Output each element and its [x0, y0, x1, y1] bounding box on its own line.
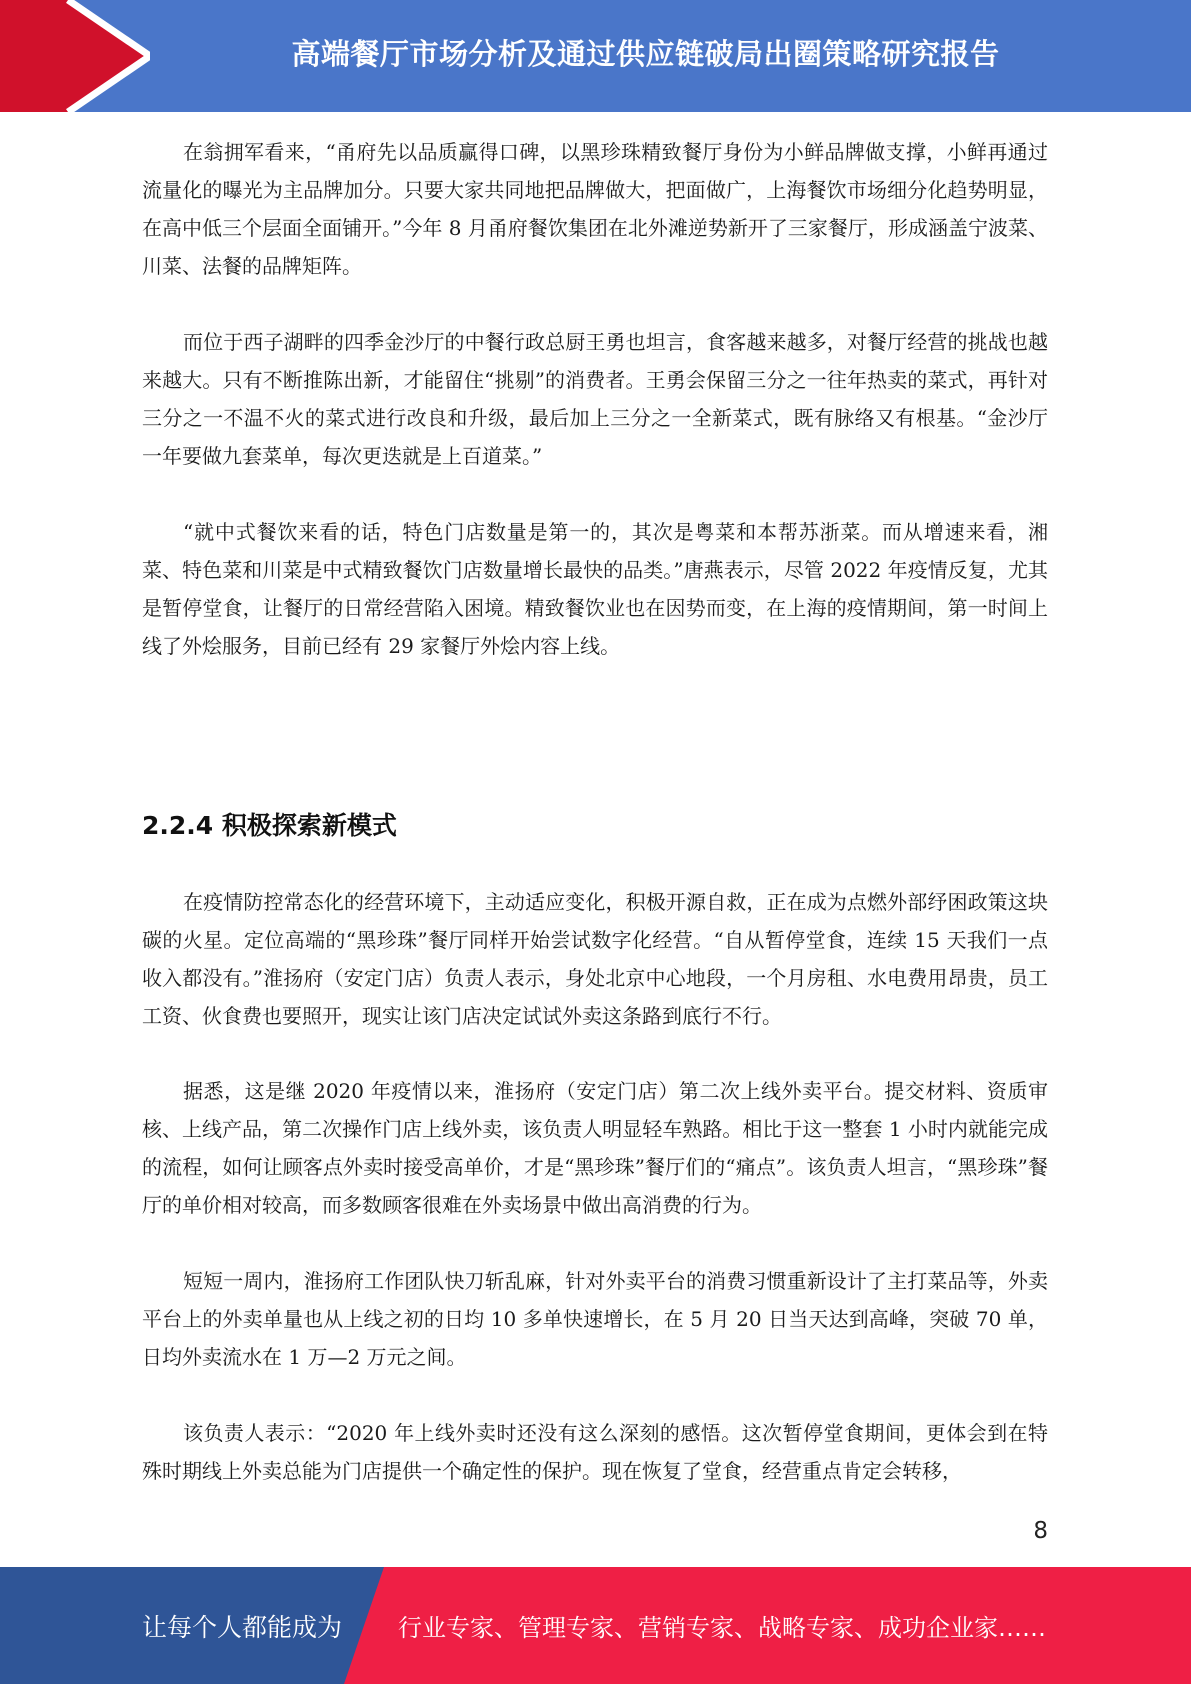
paragraph-5: 据悉，这是继 2020 年疫情以来，淮扬府（安定门店）第二次上线外卖平台。提交材料、资质审核、上线产品，第二次操作门店上线外卖，该负责人明显轻车熟路。相比于这一整套 1 小时内就能完成的流程，如何让顾客点外卖时接受高单价，才是“黑珍珠”餐厅们的“痛点”。该负责人坦言，“黑珍珠”餐厅的单价相对较高，而多数顾客很难在外卖场景中做出高消费的行为。	[142, 1079, 1048, 1217]
paragraph-7: 该负责人表示：“2020 年上线外卖时还没有这么深刻的感悟。这次暂停堂食期间，更体会到在特殊时期线上外卖总能为门店提供一个确定性的保护。现在恢复了堂食，经营重点肯定会转移，	[142, 1421, 1048, 1483]
header-red-chevron-icon	[0, 0, 150, 112]
footer-slogan-left: 让每个人都能成为	[142, 1612, 343, 1642]
paragraph-4: 在疫情防控常态化的经营环境下，主动适应变化，积极开源自救，正在成为点燃外部纾困政策这块碳的火星。定位高端的“黑珍珠”餐厅同样开始尝试数字化经营。“自从暂停堂食，连续 15 天我们一点收入都没有。”淮扬府（安定门店）负责人表示，身处北京中心地段，一个月房租、水电费用昂贵，员工工资、伙食费也要照开，现实让该门店决定试试外卖这条路到底行不行。	[142, 890, 1048, 1028]
paragraph-2: 而位于西子湖畔的四季金沙厅的中餐行政总厨王勇也坦言，食客越来越多，对餐厅经营的挑战也越来越大。只有不断推陈出新，才能留住“挑剔”的消费者。王勇会保留三分之一往年热卖的菜式，再针对三分之一不温不火的菜式进行改良和升级，最后加上三分之一全新菜式，既有脉络又有根基。“金沙厅一年要做九套菜单，每次更迭就是上百道菜。”	[142, 330, 1048, 468]
page-number: 8	[1033, 1518, 1048, 1544]
page-footer	[0, 1567, 1191, 1684]
page-header	[0, 0, 1191, 112]
paragraph-6: 短短一周内，淮扬府工作团队快刀斩乱麻，针对外卖平台的消费习惯重新设计了主打菜品等，外卖平台上的外卖单量也从上线之初的日均 10 多单快速增长，在 5 月 20 日当天达到高峰，突破 70 单，日均外卖流水在 1 万—2 万元之间。	[142, 1269, 1048, 1369]
report-title: 高端餐厅市场分析及通过供应链破局出圈策略研究报告	[291, 36, 1000, 71]
paragraph-1: 在翁拥军看来，“甬府先以品质赢得口碑，以黑珍珠精致餐厅身份为小鲜品牌做支撑，小鲜再通过流量化的曝光为主品牌加分。只要大家共同地把品牌做大，把面做广，上海餐饮市场细分化趋势明显，在高中低三个层面全面铺开。”今年 8 月甬府餐饮集团在北外滩逆势新开了三家餐厅，形成涵盖宁波菜、川菜、法餐的品牌矩阵。	[142, 140, 1048, 278]
paragraph-3: “就中式餐饮来看的话，特色门店数量是第一的，其次是粤菜和本帮苏浙菜。而从增速来看，湘菜、特色菜和川菜是中式精致餐饮门店数量增长最快的品类。”唐燕表示，尽管 2022 年疫情反复，尤其是暂停堂食，让餐厅的日常经营陷入困境。精致餐饮业也在因势而变，在上海的疫情期间，第一时间上线了外烩服务，目前已经有 29 家餐厅外烩内容上线。	[142, 520, 1048, 658]
section-heading: 2.2.4 积极探索新模式	[142, 811, 397, 840]
footer-slogan-right: 行业专家、管理专家、营销专家、战略专家、成功企业家……	[398, 1614, 1046, 1642]
document-body	[142, 133, 1048, 1490]
